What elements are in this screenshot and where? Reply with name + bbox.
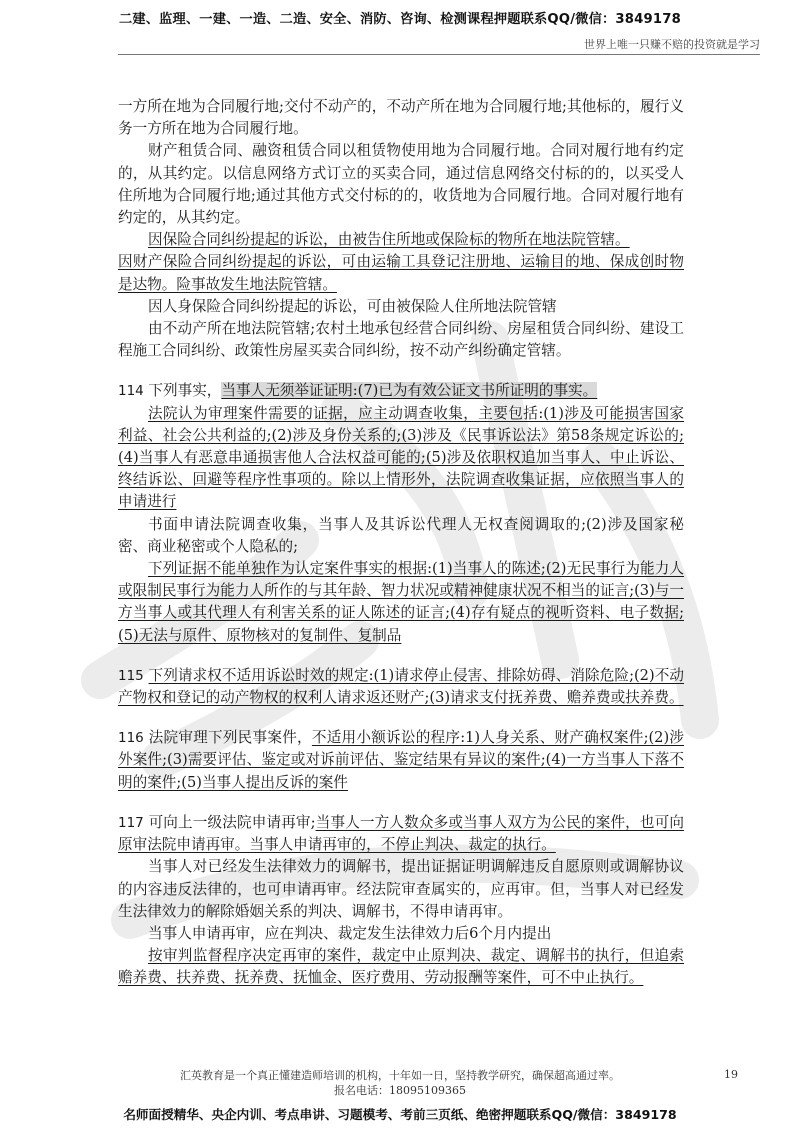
question-number: 117 bbox=[118, 814, 144, 831]
intro-paragraph-3b bbox=[118, 251, 684, 295]
intro-paragraph-1: 一方所在地为合同履行地;交付不动产的，不动产所在地为合同履行地;其他标的，履行义务一方所在地为合同履行地。 bbox=[118, 98, 684, 138]
intro-paragraph-3a bbox=[118, 229, 684, 251]
question-117-paragraph-2: 当事人申请再审，应在判决、裁定发生法律效力后6个月内提出 bbox=[148, 924, 552, 942]
underlined-text: 因财产保险合同纠纷提起的诉讼，可由运输工具登记注册地、运输目的地、保成创时物是达物。险事故发生地法院管辖。 bbox=[118, 253, 684, 293]
bottom-contact-banner: 名师面授精华、央企内训、考点串讲、习题模考、考前三页纸、绝密押题联系QQ/微信：3849178 bbox=[123, 1107, 677, 1122]
footer-phone: 报名电话：18095109365 bbox=[334, 1084, 466, 1097]
underlined-text: 法院认为审理案件需要的证据，应主动调查收集，主要包括:(1)涉及可能损害国家利益、社会公共利益的;(2)涉及身份关系的;(3)涉及《民事诉讼法》第58条规定诉讼的;(4)当事人有恶意串通损害他人合法权益可能的;(5)涉及依职权追加当事人、中止诉讼、终结诉讼、回避等程序性事项的。除以上情形外，法院调查收集证据，应依照当事人的申请进行 bbox=[118, 404, 684, 511]
question-114-paragraph-1 bbox=[118, 403, 684, 514]
question-number: 114 bbox=[118, 383, 144, 400]
question-116: 116 法院审理下列民事案件，不适用小额诉讼的程序:1)人身关系、财产确权案件;(2)涉外案件;(3)需要评估、鉴定或对诉前评估、鉴定结果有异议的案件;(4)一方当事人下落不明的案件;(5)当事人提出反诉的案件 bbox=[118, 729, 684, 791]
top-contact-banner: 二建、监理、一建、一造、二造、安全、消防、咨询、检测课程押题联系QQ/微信：3849178 bbox=[118, 12, 682, 27]
underlined-text: 按审判监督程序决定再审的案件，裁定中止原判决、裁定、调解书的执行，但追索赡养费、扶养费、抚养费、抚恤金、医疗费用、劳动报酬等案件，可不中止执行。 bbox=[118, 947, 684, 987]
question-number: 116 bbox=[118, 730, 144, 747]
question-115 bbox=[118, 665, 684, 709]
question-117: 117 可向上一级法院申请再审;当事人一方人数众多或当事人双方为公民的案件，也可向原审法院申请再审。当事人申请再审的，不停止判决、裁定的执行。 bbox=[118, 813, 684, 854]
highlighted-text: 当事人无须举证证明:(7)已为有效公证文书所证明的事实。 bbox=[221, 382, 598, 400]
underlined-text: 当事人一方人数众多或当事人双方为公民的案件，也可向原审法院申请再审。当事人申请再审的，不停止判决、裁定的执行。 bbox=[118, 813, 684, 854]
intro-paragraph-2: 财产租赁合同、融资租赁合同以租赁物使用地为合同履行地。合同对履行地有约定的，从其约定。以信息网络方式订立的买卖合同，通过信息网络交付标的的，以买受人住所地为合同履行地;通过其他方式交付标的的，收货地为合同履行地。合同对履行地有约定的，从其约定。 bbox=[118, 142, 684, 227]
underlined-text: 下列证据不能单独作为认定案件事实的根据:(1)当事人的陈述;(2)无民事行为能力人或限制民事行为能力人所作的与其年龄、智力状况或精神健康状况不相当的证言;(3)与一方当事人或其代理人有利害关系的证人陈述的证言;(4)存有疑点的视听资料、电子数据;(5)无法与原件、原物核对的复制件、复制品 bbox=[118, 560, 684, 644]
document-body bbox=[118, 96, 684, 990]
question-114-paragraph-3 bbox=[118, 558, 684, 647]
footer-line-1: 汇英教育是一个真正懂建造师培训的机构，十年如一日，坚持教学研究，确保超高通过率。 bbox=[180, 1069, 620, 1082]
question-number: 115 bbox=[118, 667, 144, 684]
question-114-paragraph-2: 书面申请法院调查收集，当事人及其诉讼代理人无权查阅调取的;(2)涉及国家秘密、商业秘密或个人隐私的; bbox=[118, 515, 684, 555]
underlined-text: 下列请求权不适用诉讼时效的规定:(1)请求停止侵害、排除妨碍、消除危险;(2)不动产物权和登记的动产物权的权利人请求返还财产;(3)请求支付抚养费、赡养费或扶养费。 bbox=[118, 666, 685, 707]
header-slogan: 世界上唯一只赚不赔的投资就是学习 bbox=[584, 38, 760, 51]
header-divider bbox=[118, 54, 760, 55]
footer bbox=[0, 1068, 800, 1098]
underlined-text: 因保险合同纠纷提起的诉讼，由被告住所地或保险标的物所在地法院管辖。 bbox=[148, 231, 630, 249]
intro-paragraph-4: 因人身保险合同纠纷提起的诉讼，可由被保险人住所地法院管辖 bbox=[148, 297, 557, 315]
question-117-paragraph-3 bbox=[118, 945, 684, 989]
intro-paragraph-5: 由不动产所在地法院管辖;农村土地承包经营合同纠纷、房屋租赁合同纠纷、建设工程施工合同纠纷、政策性房屋买卖合同纠纷，按不动产纠纷确定管辖。 bbox=[118, 320, 684, 360]
question-117-paragraph-1: 当事人对已经发生法律效力的调解书，提出证据证明调解违反自愿原则或调解协议的内容违反法律的，也可申请再审。经法院审查属实的，应再审。但，当事人对已经发生法律效力的解除婚姻关系的判决、调解书，不得申请再审。 bbox=[118, 858, 684, 920]
underlined-text: 不适用小额诉讼的程序:1)人身关系、财产确权案件;(2)涉外案件;(3)需要评估、鉴定或对诉前评估、鉴定结果有异议的案件;(4)一方当事人下落不明的案件;(5)当事人提出反诉的案件 bbox=[118, 729, 684, 791]
question-114-heading: 114 下列事实，当事人无须举证证明:(7)已为有效公证文书所证明的事实。 bbox=[118, 382, 598, 400]
page-number: 19 bbox=[724, 1068, 738, 1081]
